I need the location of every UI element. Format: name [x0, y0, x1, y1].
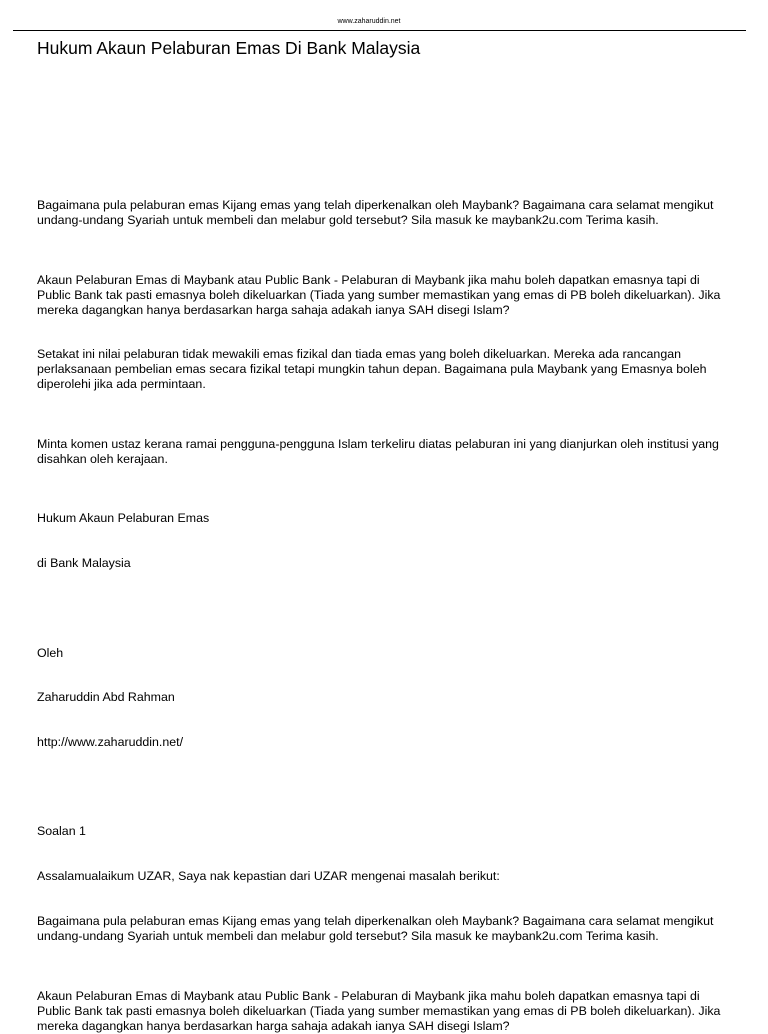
paragraph-maybank-publicbank: Akaun Pelaburan Emas di Maybank atau Public Bank - Pelaburan di Maybank jika mahu boleh dapatkan emasnya tapi di Public Bank tak pasti emasnya boleh dikeluarkan (Tiada yang sumber memastikan yang emas di PB boleh dikeluarkan). Jika mereka dagangkan hanya berdasarkan harga sahaja adakah ianya SAH disegi Islam?: [37, 273, 721, 317]
paragraph-question-kijang: Bagaimana pula pelaburan emas Kijang emas yang telah diperkenalkan oleh Maybank? Bagaimana cara selamat mengikut undang-undang Syariah untuk membeli dan melabur gold tersebut? Sila masuk ke maybank2u.com Terima kasih.: [37, 198, 714, 227]
paragraph-nilai-pelaburan: Setakat ini nilai pelaburan tidak mewakili emas fizikal dan tiada emas yang boleh dikeluarkan. Mereka ada rancangan perlaksanaan pembelian emas secara fizikal tetapi mungkin tahun depan. Bagaimana pula Maybank yang Emasnya boleh diperolehi jika ada permintaan.: [37, 347, 707, 391]
paragraph-salam: Assalamualaikum UZAR, Saya nak kepastian dari UZAR mengenai masalah berikut:: [37, 869, 500, 883]
document-title: Hukum Akaun Pelaburan Emas Di Bank Malaysia: [37, 38, 421, 58]
question-heading: Soalan 1: [37, 824, 86, 838]
author-url: http://www.zaharuddin.net/: [37, 735, 184, 749]
author-name: Zaharuddin Abd Rahman: [37, 690, 175, 704]
site-header: www.zaharuddin.net: [337, 18, 401, 25]
subtitle-line-1: Hukum Akaun Pelaburan Emas: [37, 511, 210, 525]
paragraph-question-kijang-repeat: Bagaimana pula pelaburan emas Kijang emas yang telah diperkenalkan oleh Maybank? Bagaimana cara selamat mengikut undang-undang Syariah untuk membeli dan melabur gold tersebut? Sila masuk ke maybank2u.com Terima kasih.: [37, 914, 714, 943]
paragraph-maybank-publicbank-repeat: Akaun Pelaburan Emas di Maybank atau Public Bank - Pelaburan di Maybank jika mahu boleh dapatkan emasnya tapi di Public Bank tak pasti emasnya boleh dikeluarkan (Tiada yang sumber memastikan yang emas di PB boleh dikeluarkan). Jika mereka dagangkan hanya berdasarkan harga sahaja adakah ianya SAH disegi Islam?: [37, 989, 721, 1033]
subtitle-line-2: di Bank Malaysia: [37, 556, 131, 570]
paragraph-minta-komen: Minta komen ustaz kerana ramai pengguna-pengguna Islam terkeliru diatas pelaburan ini yang dianjurkan oleh institusi yang disahkan oleh kerajaan.: [37, 437, 719, 466]
header-divider: [13, 30, 746, 31]
byline-label: Oleh: [37, 646, 64, 660]
